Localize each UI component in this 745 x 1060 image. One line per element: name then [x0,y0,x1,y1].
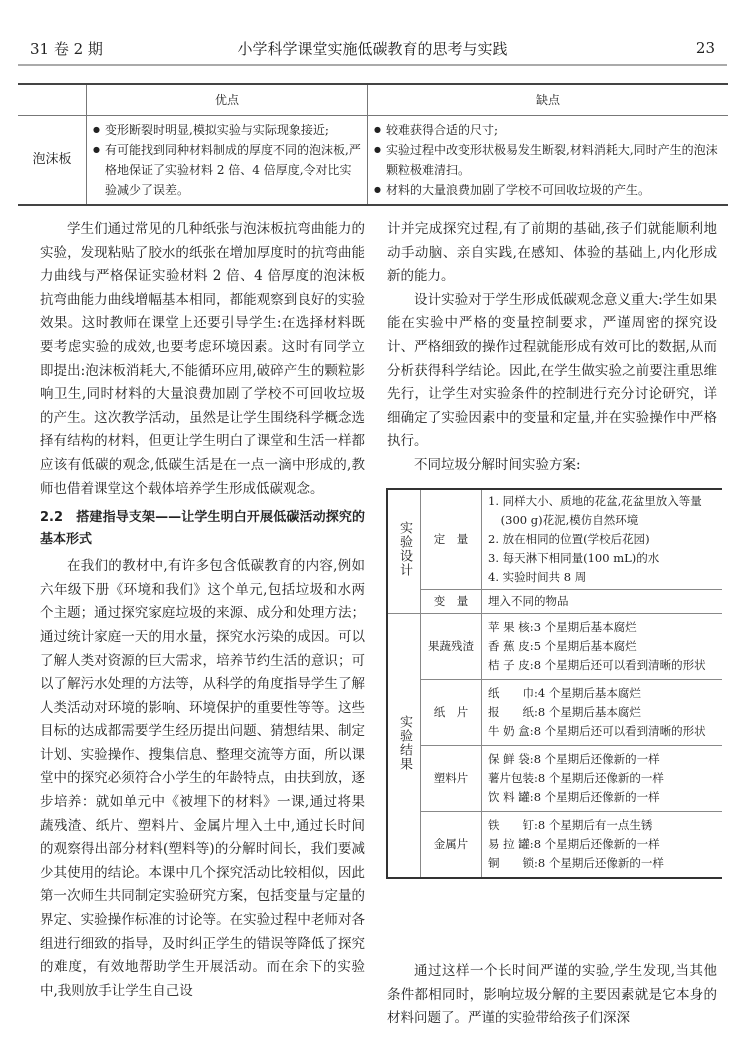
result-material: 薯片包装: [488,771,538,785]
result-group-row [387,812,722,879]
cons-item: ● 较难获得合适的尺寸; [374,120,722,140]
results-label-text: 实验结果 [397,715,412,771]
results-label [387,614,421,879]
result-item [488,854,716,873]
variable-row [387,590,722,614]
group-name: 塑料片 [421,746,482,812]
cons-item: ● 实验过程中改变形状极易发生断裂,材料消耗大,同时产生的泡沫颗粒极难清扫。 [374,140,722,180]
result-group-row [387,746,722,812]
result-material: 报 纸: [488,705,538,719]
header-empty [18,84,87,116]
result-item [488,769,716,788]
result-material: 香 蕉 皮: [488,639,534,653]
result-material: 保 鲜 袋: [488,752,534,766]
result-outcome: 8 个星期后还像新的一样 [537,771,664,785]
result-material: 纸 巾: [488,686,538,700]
result-material: 牛 奶 盒: [488,724,534,738]
result-item [488,684,716,703]
result-item [488,788,716,807]
result-item [488,816,716,835]
result-outcome: 5 个星期后基本腐烂 [533,639,637,653]
constant-label: 定 量 [421,489,482,590]
issue-label: 31 卷 2 期 [30,39,103,58]
section-heading: 2.2 搭建指导支架——让学生明白开展低碳活动探究的基本形式 [40,510,365,548]
result-outcome: 8 个星期后还可以看到清晰的形状 [533,658,706,672]
result-outcome: 8 个星期后基本腐烂 [537,705,641,719]
result-material: 饮 料 罐: [488,790,534,804]
paragraph: 计并完成探究过程,有了前期的基础,孩子们就能顺利地动手动脑、亲自实践,在感知、体验的基础上,内化形成新的能力。 [387,221,717,285]
result-item [488,618,716,637]
left-column [40,218,365,1003]
paragraph: 设计实验对于学生形成低碳观念意义重大:学生如果能在实验中严格的变量控制要求，严谨周密的探究设计、严格细致的操作过程就能形成有效可比的数据,从而分析获得科学结论。因此,在学生做实验之前要注重思维先行，让学生对实验条件的控制进行充分讨论研究，详细确定了实验因素中的变量和定量,并在实验操作中严格执行。 [387,291,717,450]
constant-item: 3. 每天淋下相同量(100 mL)的水 [488,551,660,565]
pros-cons-table [18,83,728,206]
cons-item: ● 材料的大量浪费加剧了学校不可回收垃圾的产生。 [374,180,722,200]
result-item [488,835,716,854]
right-column [387,218,717,478]
group-name: 纸 片 [421,680,482,746]
running-title: 小学科学课堂实施低碳教育的思考与实践 [237,39,508,58]
table-caption: 不同垃圾分解时间实验方案: [414,456,581,473]
result-item [488,637,716,656]
result-item [488,750,716,769]
variable-label: 变 量 [421,590,482,614]
group-results [482,680,723,746]
running-header [30,36,715,60]
pros-item: ● 有可能找到同种材料制成的厚度不同的泡沫板,严格地保证了实验材料 2 倍、4 倍厚度,令对比实验减少了误差。 [93,140,361,200]
row-label: 泡沫板 [18,116,87,206]
result-group-row [387,680,722,746]
header-pros: 优点 [87,84,368,116]
result-material: 铜 锁: [488,856,538,870]
design-label-text: 实验设计 [397,521,412,577]
constant-item: 4. 实验时间共 8 周 [488,570,587,584]
constant-item: 1. 同样大小、质地的花盆,花盆里放入等量(300 g)花泥,模仿自然环境 [488,494,702,527]
design-label [387,489,421,614]
result-group-row [387,614,722,680]
result-material: 铁 钉: [488,818,538,832]
result-material: 苹 果 核: [488,620,534,634]
pros-item: ● 变形断裂时明显,模拟实验与实际现象接近; [93,120,361,140]
constant-item: 2. 放在相同的位置(学校后花园) [488,532,650,546]
group-results [482,812,723,879]
result-outcome: 8 个星期后有一点生锈 [537,818,653,832]
right-column-bottom [387,960,717,1031]
table-header-row [18,84,728,116]
pros-cell [87,116,368,206]
variable-cell: 埋入不同的物品 [482,590,723,614]
experiment-table [386,488,722,879]
result-item [488,722,716,741]
group-results [482,614,723,680]
result-outcome: 8 个星期后还可以看到清晰的形状 [533,724,706,738]
group-name: 金属片 [421,812,482,879]
constants-row [387,489,722,590]
result-material: 易 拉 罐: [488,837,534,851]
result-outcome: 4 个星期后基本腐烂 [537,686,641,700]
result-outcome: 8 个星期后还像新的一样 [533,837,660,851]
header-cons: 缺点 [368,84,729,116]
cons-cell [368,116,729,206]
result-item [488,703,716,722]
result-outcome: 8 个星期后还像新的一样 [533,752,660,766]
result-outcome: 8 个星期后还像新的一样 [537,856,664,870]
paragraph: 学生们通过常见的几种纸张与泡沫板抗弯曲能力的实验，发现粘贴了胶水的纸张在增加厚度时的抗弯曲能力曲线与严格保证实验材料 2 倍、4 倍厚度的泡沫板抗弯曲能力曲线增幅基本相同，都能观察到良好的实验效果。这时教师在课堂上还要引导学生:在选择材料既要考虑实验的成效,也要考虑环境因素。这时有同学立即提出:泡沫板消耗大,不能循环应用,破碎产生的颗粒影响卫生,同时材料的大量浪费加剧了学校不可回收垃圾的产生。这次教学活动，虽然是让学生围绕科学概念选择有结构的材料，但更让学生明白了课堂和生活一样都应该有低碳的观念,低碳生活是在一点一滴中形成的,教师也借着课堂这个载体培养学生形成低碳观念。 [40,221,365,497]
result-material: 桔 子 皮: [488,658,534,672]
result-outcome: 3 个星期后基本腐烂 [533,620,637,634]
table-row [18,116,728,206]
result-outcome: 8 个星期后还像新的一样 [533,790,660,804]
group-name: 果蔬残渣 [421,614,482,680]
paragraph: 在我们的教材中,有许多包含低碳教育的内容,例如六年级下册《环境和我们》这个单元,包括垃圾和水两个主题；通过探究家庭垃圾的来源、成分和处理方法；通过统计家庭一天的用水量，探究水污染的成因。可以了解人类对资源的巨大需求，培养节约生活的意识；可以了解污水处理的方法等，从科学的角度指导学生了解人类活动对环境的影响、环境保护的重要性等等。这些目标的达成都需要学生经历提出问题、猜想结果、制定计划、实验操作、搜集信息、整理交流等方面，所以课堂中的探究必须符合小学生的年龄特点，由扶到放，逐步培养：就如单元中《被埋下的材料》一课,通过将果蔬残渣、纸片、塑料片、金属片埋入土中,通过长时间的观察得出部分材料(塑料等)的分解时间长，我们要减少其使用的结论。本课中几个探究活动比较相似，因此第一次师生共同制定实验研究方案，包括变量与定量的界定、实验操作标准的讨论等。在实验过程中老师对各组进行细致的指导，及时纠正学生的错误等降低了探究的难度，有效地帮助学生开展活动。而在余下的实验中,我则放手让学生自己设 [40,558,365,999]
group-results [482,746,723,812]
result-item [488,656,716,675]
constants-cell [482,489,723,590]
paragraph: 通过这样一个长时间严谨的实验,学生发现,当其他条件都相同时，影响垃圾分解的主要因素就是它本身的材料问题了。严谨的实验带给孩子们深深 [387,963,717,1027]
header-rule [18,64,727,66]
page-number: 23 [695,39,715,57]
